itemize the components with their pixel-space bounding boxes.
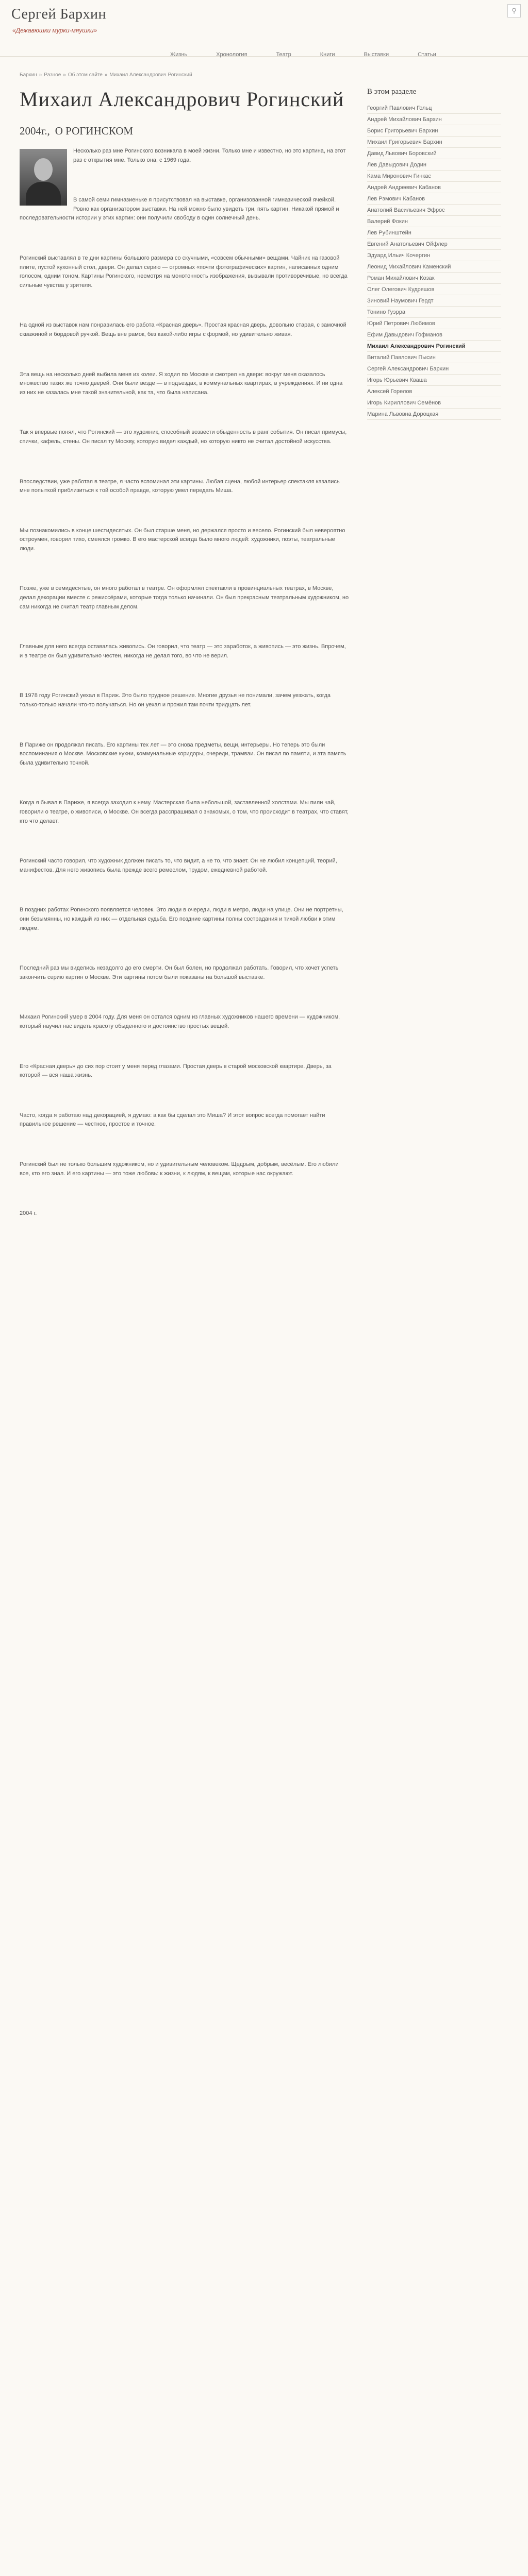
article-paragraph: В 1978 году Рогинский уехал в Париж. Это было трудное решение. Многие друзья не понимали, зачем уезжать, когда только-только начали что-то получаться. Но он уехал и прожил там почти тридцать лет. [20, 692, 331, 708]
breadcrumb [20, 72, 192, 78]
breadcrumb-current: Михаил Александрович Рогинский [109, 72, 192, 78]
sidebar-item-link[interactable]: Лев Рубинштейн [367, 230, 411, 236]
breadcrumb-separator: » [63, 72, 66, 78]
sidebar-item [367, 171, 501, 182]
sidebar-item-link[interactable]: Анатолий Васильевич Эфрос [367, 207, 445, 213]
sidebar-item [367, 352, 501, 363]
sidebar-item [367, 227, 501, 239]
sidebar-item-link[interactable]: Георгий Павлович Гольц [367, 105, 432, 111]
sidebar-item [367, 205, 501, 216]
article-paragraph: В поздних работах Рогинского появляется человек. Это люди в очереди, люди в метро, люди на улице. Они не портретны, они безымянны, но каждый из них — отдельная судьба. Его поздние картины полны сострадания и тихой любви к этим людям. [20, 907, 343, 931]
sidebar-item-link[interactable]: Тонино Гуэрра [367, 309, 406, 315]
sidebar-item [367, 363, 501, 375]
site-tagline: «Дежавюшки мурки-мяушки» [12, 27, 97, 34]
sidebar-item [367, 193, 501, 205]
article-paragraph: Последний раз мы виделись незадолго до его смерти. Он был болен, но продолжал работать. Говорил, что хочет успеть закончить серию картин о Москве. Эти картины потом были показаны на большой выставке. [20, 965, 339, 980]
article-paragraph: Главным для него всегда оставалась живопись. Он говорил, что театр — это заработок, а живопись — это жизнь. Впрочем, и в театре он был удивительно честен, никогда не делал того, во что не верил. [20, 643, 346, 659]
article-subtitle [20, 125, 350, 138]
sidebar-item-link[interactable]: Борис Григорьевич Бархин [367, 128, 438, 134]
sidebar-item [367, 284, 501, 295]
article-paragraph: Так я впервые понял, что Рогинский — это художник, способный возвести обыденность в ранг события. Он писал примусы, спички, кафель, стены. Он писал ту Москву, которую видел каждый, но которую никто не считал достойной искусства. [20, 429, 347, 445]
sidebar-list [367, 103, 501, 420]
site-header [0, 0, 528, 57]
sidebar [367, 88, 501, 420]
portrait-body [26, 182, 61, 206]
article-paragraph: Несколько раз мне Рогинского возникала в моей жизни. Только мне и известно, но это картина, на этот раз с открытия мне. Только она, с 1969 года. [73, 148, 346, 163]
nav-item-exhibitions[interactable]: Выставки [364, 52, 389, 58]
article-paragraph: Мы познакомились в конце шестидесятых. Он был старше меня, но держался просто и весело. Рогинский был невероятно остроумен, говорил тихо, смеялся громко. В его мастерской всегда было много людей: художники, поэты, театральные люди. [20, 527, 345, 552]
sidebar-item [367, 375, 501, 386]
article-paragraph: Впоследствии, уже работая в театре, я часто вспоминал эти картины. Любая сцена, любой интерьер спектакля казались мне попыткой приблизиться к той особой правде, которую умел передать Миша. [20, 478, 340, 494]
sidebar-item-link[interactable]: Марина Львовна Дороцкая [367, 411, 439, 417]
article-paragraph: Эта вещь на несколько дней выбила меня из колеи. Я ходил по Москве и смотрел на двери: вокруг меня оказалось множество таких же точно дверей. Они были везде — в подъездах, в коммунальных квартирах, в учреждениях. И ни одна из них не казалась мне такой значительной, как та, что была написана. [20, 371, 343, 396]
sidebar-item [367, 250, 501, 261]
sidebar-item-link[interactable]: Андрей Михайлович Бархин [367, 116, 442, 123]
sidebar-item [367, 397, 501, 409]
nav-item-articles[interactable]: Статьи [418, 52, 436, 58]
breadcrumb-separator: » [104, 72, 108, 78]
article-paragraph: Когда я бывал в Париже, я всегда заходил к нему. Мастерская была небольшой, заставленной холстами. Мы пили чай, говорили о театре, о живописи, о Москве. Он всегда расспрашивал о знакомых, о том, что происходит в театрах, что ставят, кто что делает. [20, 800, 349, 824]
subtitle-text: О РОГИНСКОМ [55, 125, 134, 137]
sidebar-item-link[interactable]: Давид Львович Боровский [367, 150, 437, 157]
article-paragraph: Его «Красная дверь» до сих пор стоит у меня перед глазами. Простая дверь в старой московской квартире. Дверь, за которой — вся наша жизнь. [20, 1063, 332, 1079]
sidebar-item-link[interactable]: Юрий Петрович Любимов [367, 320, 435, 327]
breadcrumb-level3[interactable]: Об этом сайте [68, 72, 103, 78]
article-paragraph: В Париже он продолжал писать. Его картины тех лет — это снова предметы, вещи, интерьеры. Но теперь это были воспоминания о Москве. Московские кухни, коммунальные коридоры, очереди, трамваи. Он писал по памяти, и эта память была удивительно точной. [20, 741, 346, 766]
article-paragraph: Михаил Рогинский умер в 2004 году. Для меня он остался одним из главных художников нашего времени — художником, который научил нас видеть красоту обыденного и достоинство простых вещей. [20, 1014, 340, 1029]
sidebar-item [367, 182, 501, 193]
sidebar-item-link[interactable]: Валерий Фокин [367, 218, 408, 225]
nav-item-theatre[interactable]: Театр [276, 52, 291, 58]
sidebar-item-link[interactable]: Зиновий Наумович Гердт [367, 298, 434, 304]
sidebar-item-link[interactable]: Евгений Анатольевич Ойфлер [367, 241, 448, 247]
article-paragraph: Позже, уже в семидесятые, он много работал в театре. Он оформлял спектакли в провинциальных театрах, в Москве, делал декорации вместе с режиссёрами, которые тогда только начинали. Он был прекрасным театральным художником, но сам никогда не считал театр главным делом. [20, 585, 349, 610]
sidebar-item [367, 386, 501, 397]
sidebar-item-link[interactable]: Михаил Григорьевич Бархин [367, 139, 442, 145]
sidebar-item-link[interactable]: Ефим Давыдович Гофманов [367, 332, 442, 338]
sidebar-item-link[interactable]: Олег Олегович Кудряшов [367, 286, 435, 293]
sidebar-item-link[interactable]: Михаил Александрович Рогинский [367, 343, 466, 349]
breadcrumb-level2[interactable]: Разное [44, 72, 61, 78]
portrait-head [34, 158, 53, 181]
article-paragraphs [20, 147, 350, 1218]
article [20, 88, 350, 1249]
article-paragraph: На одной из выставок нам понравилась его работа «Красная дверь». Простая красная дверь, довольно старая, с замочной скважиной и бордовой ручкой. Вещь вне рамок, без какой-либо игры с формой, но удивительно живая. [20, 322, 346, 337]
nav-item-books[interactable]: Книги [320, 52, 335, 58]
sidebar-item [367, 216, 501, 227]
subtitle-year: 2004г., [20, 125, 50, 137]
sidebar-item [367, 409, 501, 420]
sidebar-item-link[interactable]: Сергей Александрович Бархин [367, 366, 449, 372]
page-title: Михаил Александрович Рогинский [20, 88, 344, 111]
sidebar-item [367, 137, 501, 148]
sidebar-item-link[interactable]: Леонид Михайлович Каменский [367, 264, 451, 270]
sidebar-item-link[interactable]: Алексей Горелов [367, 388, 412, 395]
portrait-image [20, 149, 67, 206]
sidebar-item-link[interactable]: Игорь Юрьевич Кваша [367, 377, 427, 383]
sidebar-item [367, 307, 501, 318]
sidebar-item-link[interactable]: Андрей Андреевич Кабанов [367, 184, 441, 191]
sidebar-item [367, 114, 501, 125]
sidebar-item [367, 295, 501, 307]
article-paragraph: Рогинский часто говорил, что художник должен писать то, что видит, а не то, что знает. Он не любил концепций, теорий, манифестов. Для него живопись была прежде всего ремеслом, трудом, ежедневной работой. [20, 858, 337, 873]
article-paragraph: В самой семи гимназиеньке я присутствовал на выставке, организованной гимназической ячейкой. Ровно как организатором выставки. На ней можно было увидеть три, пять картин. Никакой прямой и последовательности истории у этих картин: они получили свободу в один солнечный день. [20, 197, 339, 222]
nav-item-chronology[interactable]: Хронология [216, 52, 248, 58]
sidebar-item-link[interactable]: Кама Миронович Гинкас [367, 173, 432, 179]
sidebar-item [367, 159, 501, 171]
article-paragraph: Часто, когда я работаю над декорацией, я думаю: а как бы сделал это Миша? И этот вопрос всегда помогает найти правильное решение — честное, простое и точное. [20, 1112, 325, 1128]
breadcrumb-home[interactable]: Бархин [20, 72, 37, 78]
main-nav [170, 52, 436, 58]
site-title[interactable]: Сергей Бархин [11, 6, 106, 22]
sidebar-item-link[interactable]: Игорь Кириллович Семёнов [367, 400, 441, 406]
sidebar-item [367, 239, 501, 250]
sidebar-item-link[interactable]: Эдуард Ильич Кочергин [367, 252, 431, 259]
nav-item-life[interactable]: Жизнь [170, 52, 188, 58]
sidebar-item-link[interactable]: Лев Рэмович Кабанов [367, 196, 425, 202]
article-paragraph: Рогинский выставлял в те дни картины большого размера со скучными, «совсем обычными» вещами. Чайник на газовой плите, пустой кухонный стол, двери. Он делал серию — огромных «почти фотографических» картин, написанных одним голосом, одним тоном. Картины Рогинского, несмотря на монотонность изображения, вызывали противоречивые, но всегда сильные чувства у зрителя. [20, 255, 348, 289]
sidebar-item [367, 125, 501, 137]
sidebar-item [367, 273, 501, 284]
sidebar-item-link[interactable]: Лев Давыдович Додин [367, 162, 426, 168]
search-icon[interactable]: ⚲ [507, 4, 521, 18]
article-body [20, 147, 350, 1218]
sidebar-item-link[interactable]: Виталий Павлович Пысин [367, 354, 436, 361]
article-paragraph: 2004 г. [20, 1210, 37, 1217]
sidebar-heading: В этом разделе [367, 88, 417, 96]
sidebar-item [367, 103, 501, 114]
article-paragraph: Рогинский был не только большим художником, но и удивительным человеком. Щедрым, добрым, весёлым. Его любили все, кто его знал. И его картины — это тоже любовь: к жизни, к людям, к вещам, которые нас окружают. [20, 1161, 339, 1177]
sidebar-item [367, 261, 501, 273]
sidebar-item [367, 341, 501, 352]
sidebar-item [367, 318, 501, 329]
sidebar-item [367, 148, 501, 159]
sidebar-item-link[interactable]: Роман Михайлович Козак [367, 275, 435, 281]
breadcrumb-separator: » [39, 72, 42, 78]
sidebar-item [367, 329, 501, 341]
